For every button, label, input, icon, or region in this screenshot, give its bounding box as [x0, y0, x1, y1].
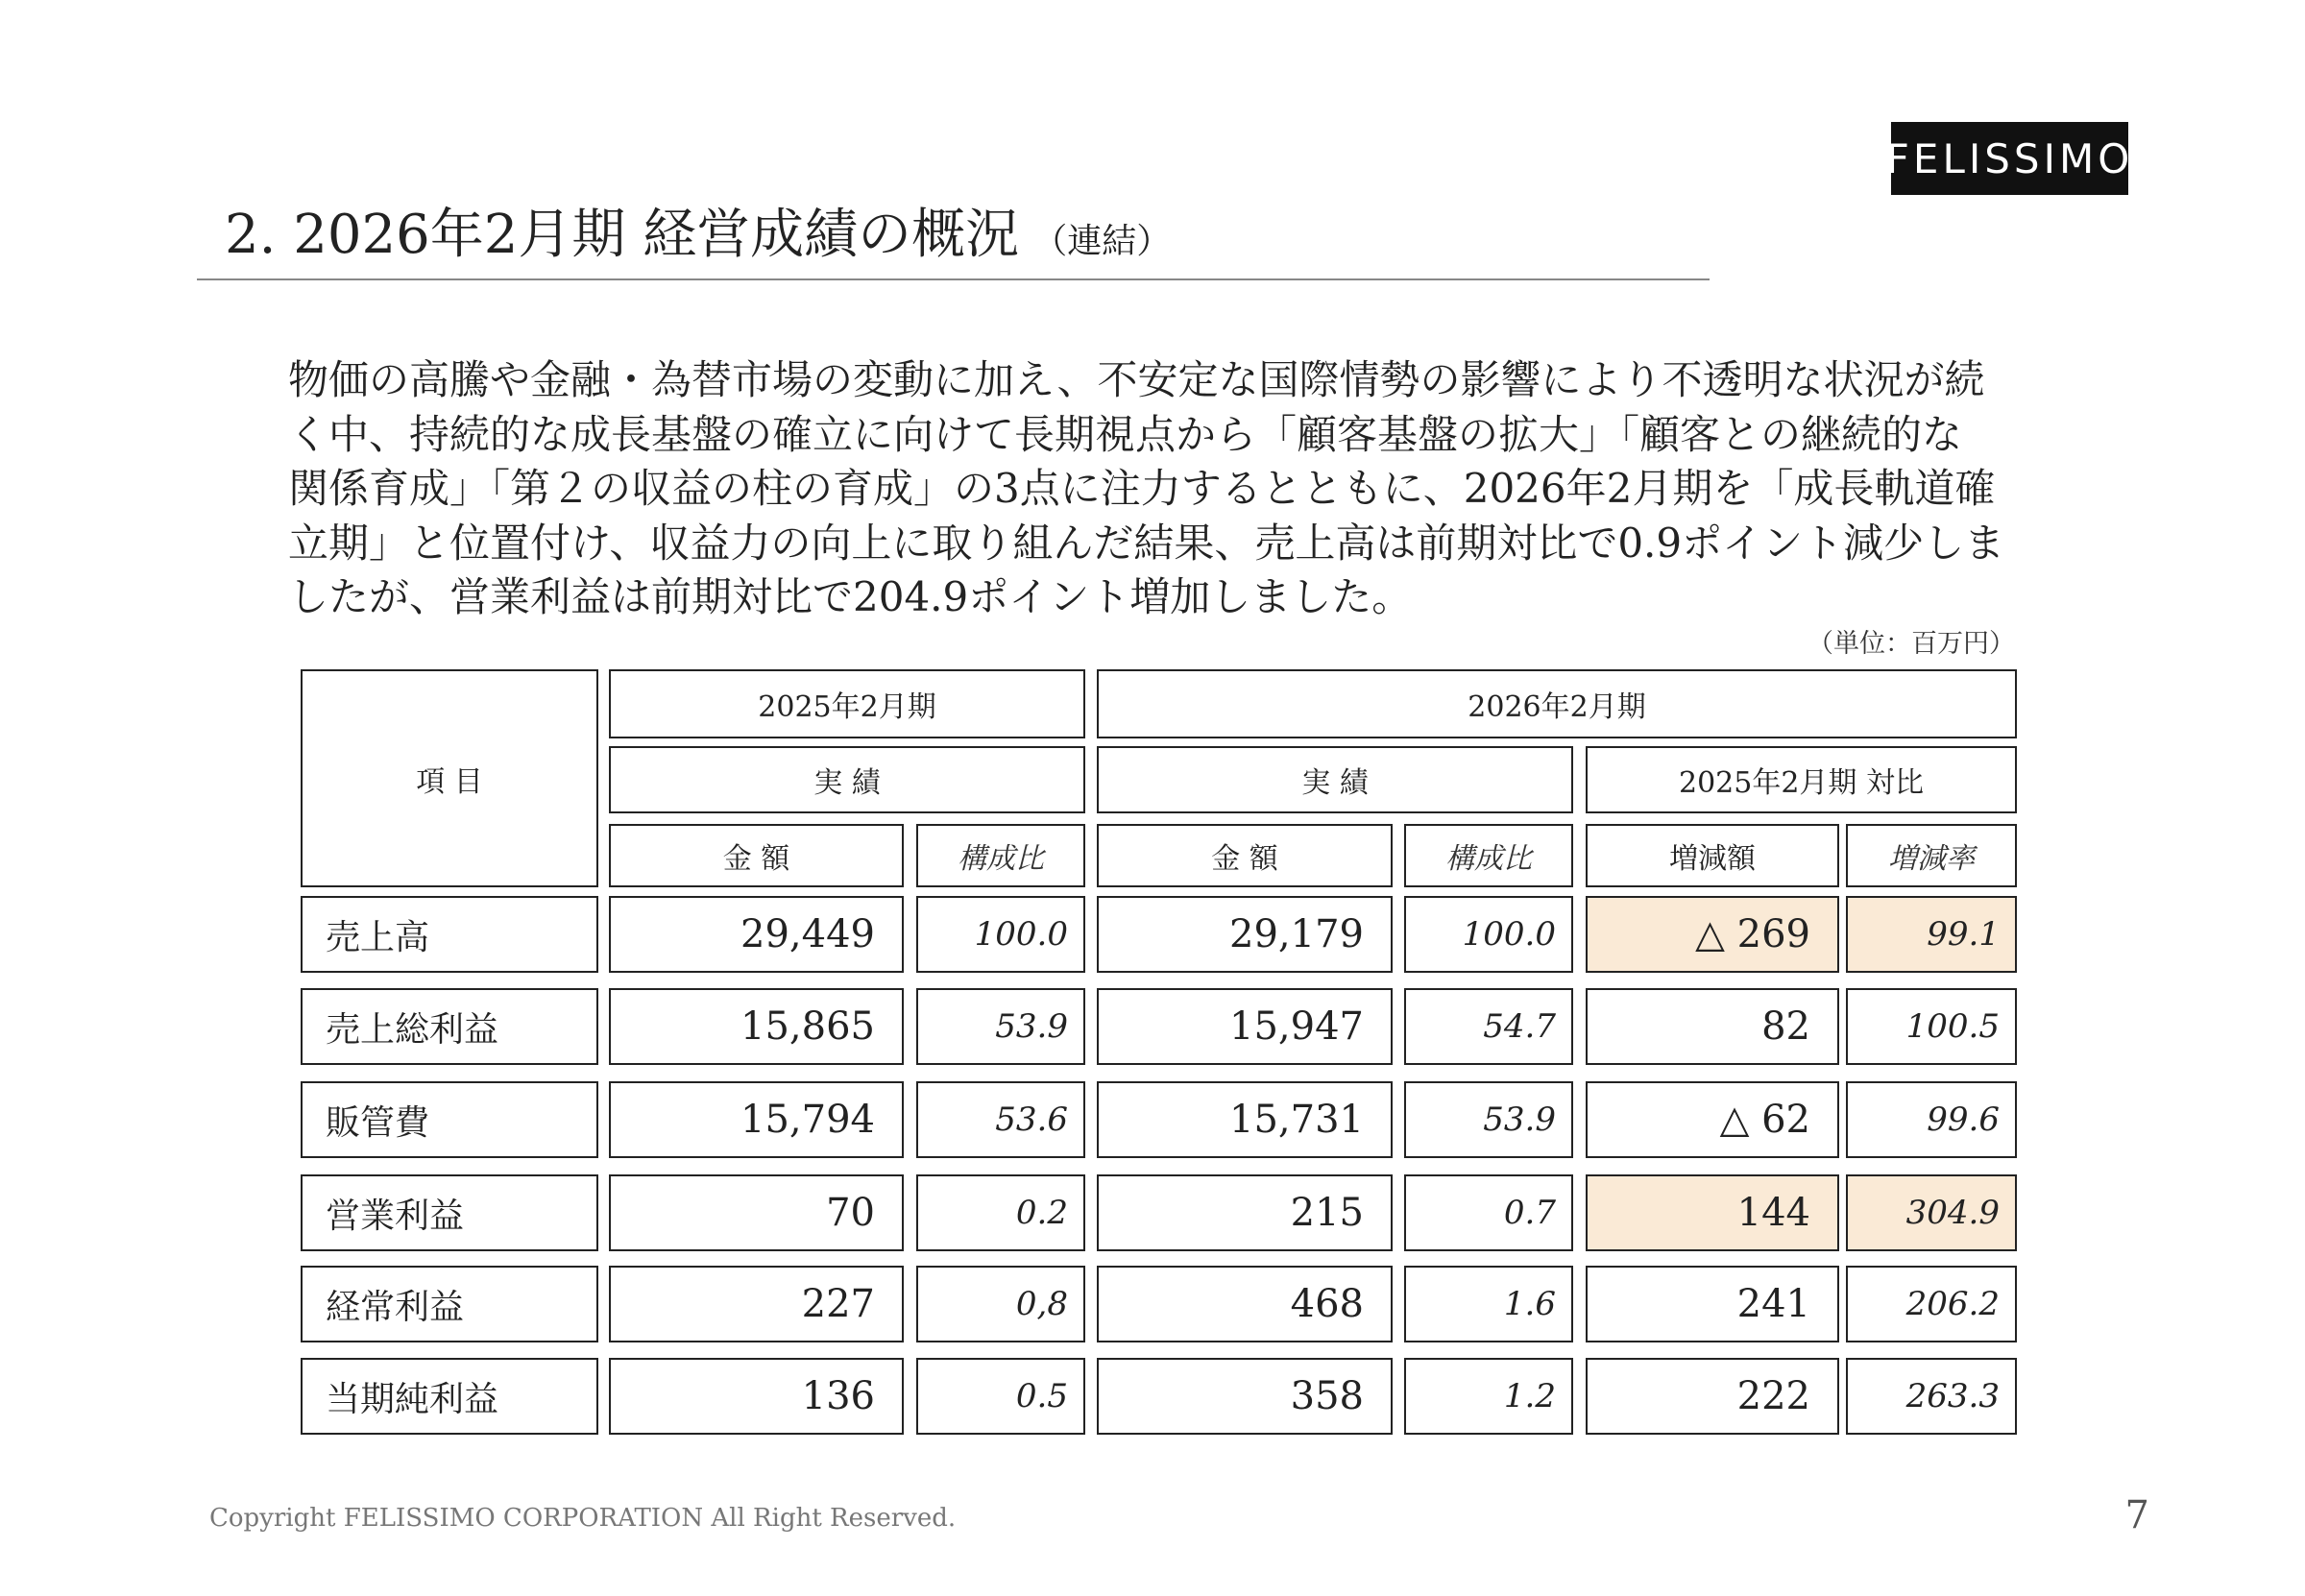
row-label: 当期純利益	[301, 1358, 598, 1435]
cell-ratio-2025: 0.5	[916, 1358, 1085, 1435]
row-label: 販管費	[301, 1081, 598, 1158]
cell-amount-2026: 215	[1097, 1174, 1393, 1251]
header-change-rate: 増減率	[1846, 824, 2017, 887]
cell-amount-2026: 468	[1097, 1266, 1393, 1342]
cell-ratio-2025: 0.2	[916, 1174, 1085, 1251]
cell-amount-2025: 136	[609, 1358, 904, 1435]
cell-amount-2025: 70	[609, 1174, 904, 1251]
header-change: 増減額	[1586, 824, 1839, 887]
cell-ratio-2026: 0.7	[1404, 1174, 1573, 1251]
cell-change: 241	[1586, 1266, 1839, 1342]
logo-text: FELISSIMO	[1885, 134, 2134, 182]
cell-ratio-2026: 54.7	[1404, 988, 1573, 1065]
cell-ratio-2026: 53.9	[1404, 1081, 1573, 1158]
cell-change-rate: 100.5	[1846, 988, 2017, 1065]
title-divider	[197, 278, 1710, 280]
cell-change: 222	[1586, 1358, 1839, 1435]
row-label: 営業利益	[301, 1174, 598, 1251]
cell-amount-2026: 29,179	[1097, 896, 1393, 973]
header-actual-2026: 実 績	[1097, 746, 1573, 813]
felissimo-logo	[1885, 122, 2134, 195]
header-compare: 2025年2月期 対比	[1586, 746, 2017, 813]
summary-line: したが、営業利益は前期対比で204.9ポイント増加しました。	[288, 573, 1413, 620]
page-number: 7	[2124, 1493, 2149, 1537]
cell-amount-2025: 15,794	[609, 1081, 904, 1158]
cell-change-rate: 206.2	[1846, 1266, 2017, 1342]
row-label: 売上高	[301, 896, 598, 973]
cell-change: 82	[1586, 988, 1839, 1065]
summary-line: 立期」と位置付け、収益力の向上に取り組んだ結果、売上高は前期対比で0.9ポイント減少しま	[288, 519, 2005, 567]
row-label: 経常利益	[301, 1266, 598, 1342]
header-amount-2026: 金 額	[1097, 824, 1393, 887]
cell-ratio-2026: 1.6	[1404, 1266, 1573, 1342]
cell-amount-2025: 227	[609, 1266, 904, 1342]
summary-line: く中、持続的な成長基盤の確立に向けて長期視点から「顧客基盤の拡大」「顧客との継続的な	[288, 410, 1963, 458]
cell-amount-2025: 29,449	[609, 896, 904, 973]
page-title-sub: （連結）	[1032, 222, 1172, 261]
cell-ratio-2025: 0,8	[916, 1266, 1085, 1342]
cell-ratio-2025: 53.9	[916, 988, 1085, 1065]
header-actual-2025: 実 績	[609, 746, 1085, 813]
cell-amount-2025: 15,865	[609, 988, 904, 1065]
cell-ratio-2025: 53.6	[916, 1081, 1085, 1158]
header-amount-2025: 金 額	[609, 824, 904, 887]
header-period-2026: 2026年2月期	[1097, 669, 2017, 738]
summary-line: 物価の高騰や金融・為替市場の変動に加え、不安定な国際情勢の影響により不透明な状況が続	[288, 356, 1985, 403]
cell-ratio-2025: 100.0	[916, 896, 1085, 973]
cell-change-rate: 263.3	[1846, 1358, 2017, 1435]
summary-line: 関係育成」「第２の収益の柱の育成」の3点に注力するとともに、2026年2月期を「成長軌道確	[288, 465, 1996, 512]
header-ratio-2025: 構成比	[916, 824, 1085, 887]
cell-ratio-2026: 100.0	[1404, 896, 1573, 973]
page-title-main: 2. 2026年2月期 経営成績の概況	[225, 204, 1020, 266]
cell-change-rate: 99.6	[1846, 1081, 2017, 1158]
cell-ratio-2026: 1.2	[1404, 1358, 1573, 1435]
cell-change: △ 269	[1586, 896, 1839, 973]
copyright-footer: Copyright FELISSIMO CORPORATION All Right Reserved.	[209, 1504, 957, 1533]
cell-change-rate: 99.1	[1846, 896, 2017, 973]
cell-change: 144	[1586, 1174, 1839, 1251]
summary-paragraph	[288, 353, 2051, 625]
cell-amount-2026: 15,947	[1097, 988, 1393, 1065]
header-period-2025: 2025年2月期	[609, 669, 1085, 738]
cell-change-rate: 304.9	[1846, 1174, 2017, 1251]
unit-note: （単位：百万円）	[1808, 629, 2015, 659]
cell-amount-2026: 358	[1097, 1358, 1393, 1435]
header-ratio-2026: 構成比	[1404, 824, 1573, 887]
page-title	[225, 197, 1171, 280]
row-label: 売上総利益	[301, 988, 598, 1065]
header-item: 項 目	[301, 669, 598, 887]
cell-amount-2026: 15,731	[1097, 1081, 1393, 1158]
cell-change: △ 62	[1586, 1081, 1839, 1158]
